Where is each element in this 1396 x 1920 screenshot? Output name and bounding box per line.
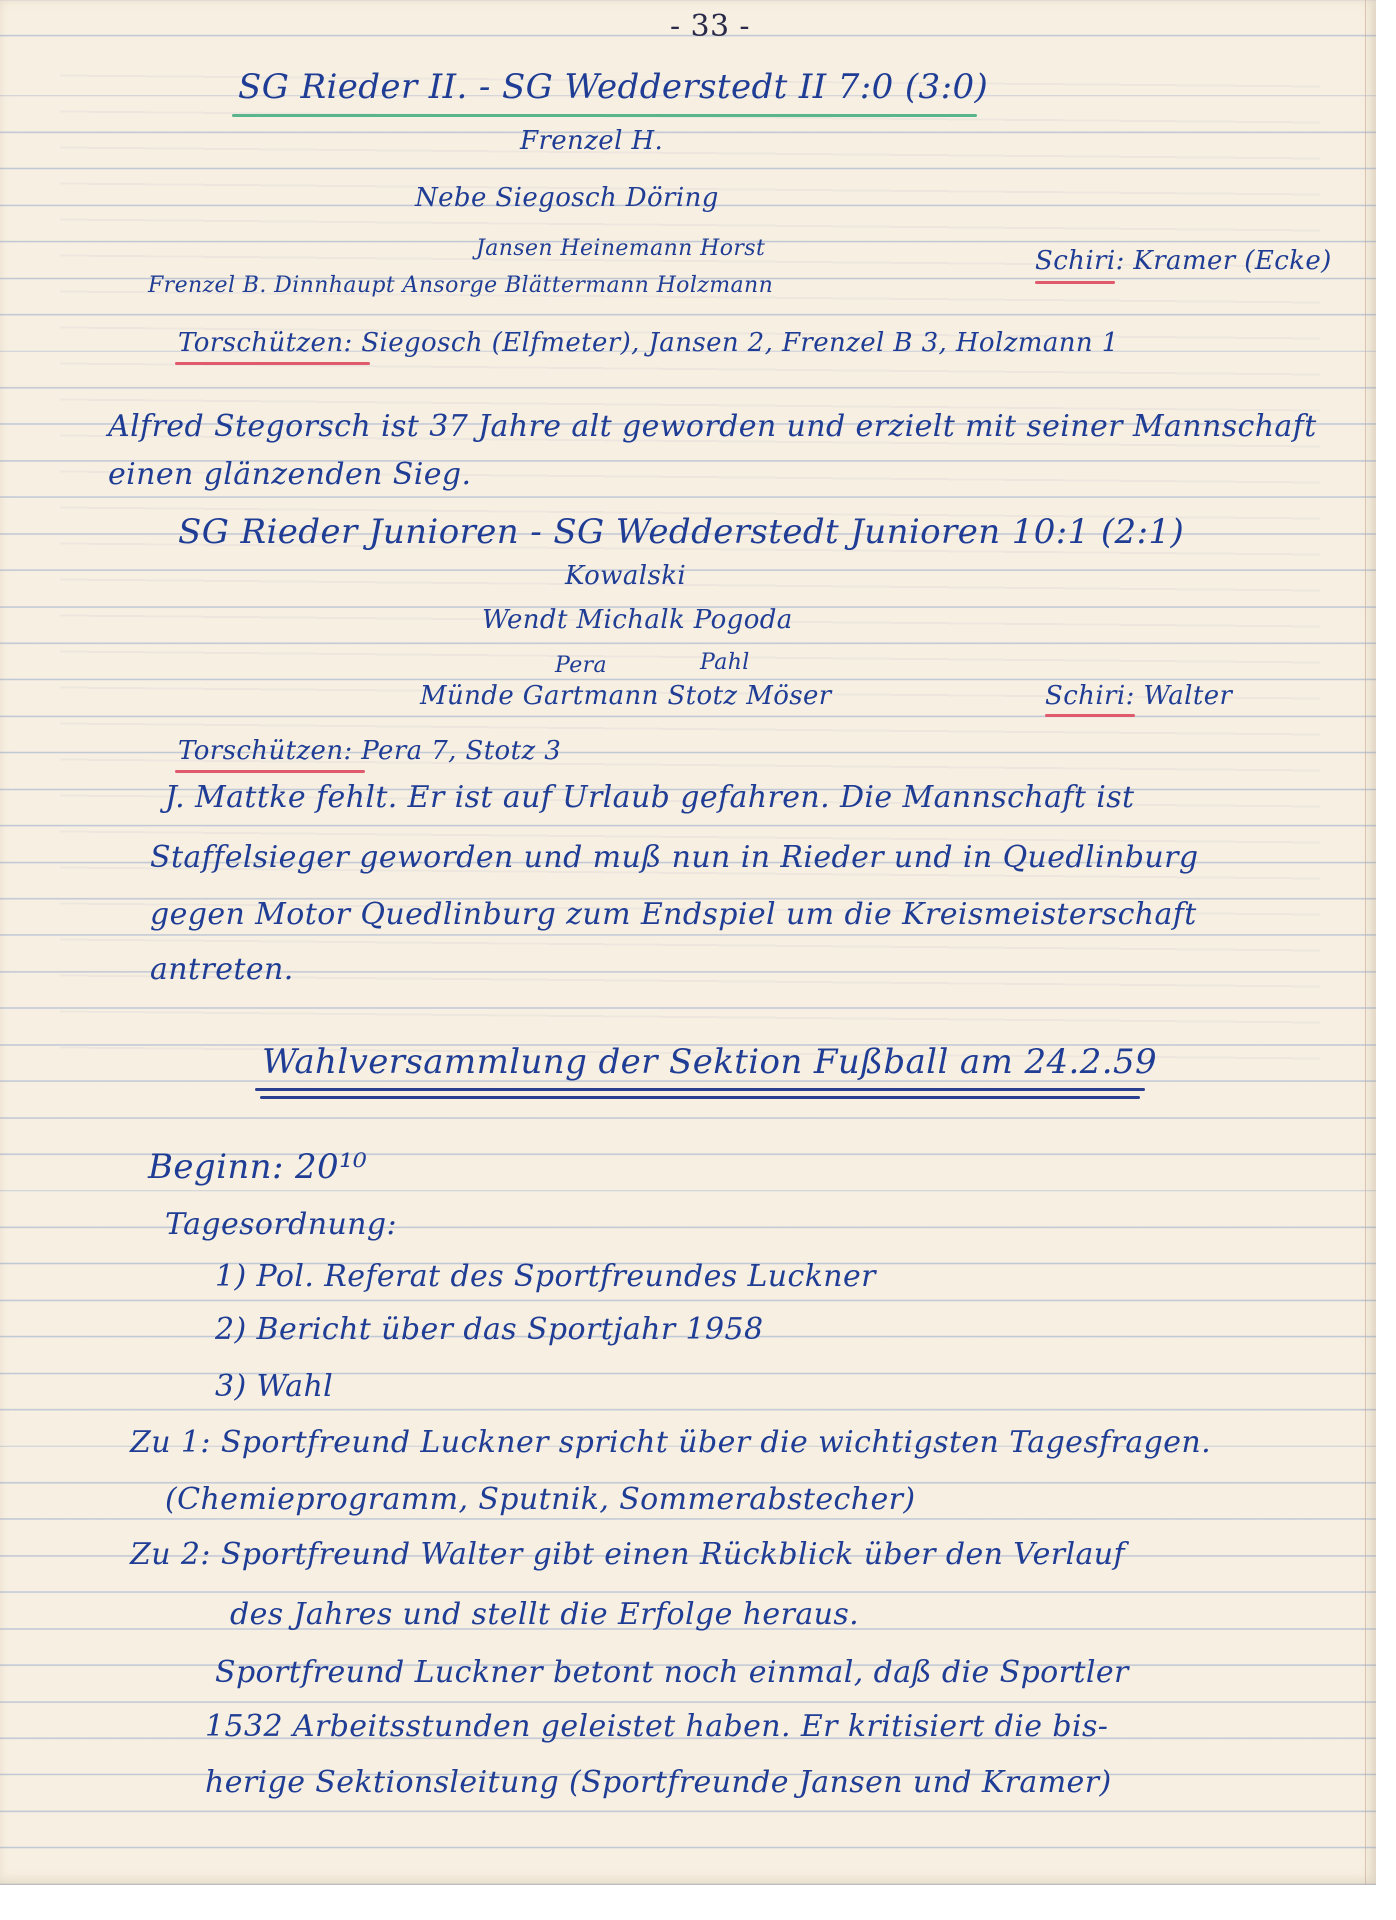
match1-referee: Schiri: Kramer (Ecke)	[1035, 246, 1332, 276]
agenda-item-3: 3) Wahl	[215, 1369, 334, 1404]
meeting-begin: Beginn: 20¹⁰	[148, 1147, 368, 1187]
match1-scorers: Torschützen: Siegosch (Elfmeter), Jansen 2, Frenzel B 3, Holzmann 1	[178, 328, 1119, 358]
match2-note-line2: Staffelsieger geworden und muß nun in Rieder und in Quedlinburg	[150, 840, 1199, 875]
agenda-item-1: 1) Pol. Referat des Sportfreundes Luckner	[215, 1259, 876, 1294]
match2-title: SG Rieder Junioren - SG Wedderstedt Junioren 10:1 (2:1)	[178, 512, 1185, 552]
match2-note-line1: J. Mattke fehlt. Er ist auf Urlaub gefahren. Die Mannschaft ist	[165, 780, 1135, 815]
item2-line4: 1532 Arbeitsstunden geleistet haben. Er kritisiert die bis-	[205, 1709, 1109, 1744]
match1-lineup-defense: Nebe Siegosch Döring	[415, 183, 719, 213]
match2-scorers: Torschützen: Pera 7, Stotz 3	[178, 736, 562, 766]
match2-lineup-forwards: Münde Gartmann Stotz Möser	[420, 681, 832, 711]
scorers-underline	[175, 362, 370, 365]
agenda-item-2: 2) Bericht über das Sportjahr 1958	[215, 1312, 764, 1347]
match1-title: SG Rieder II. - SG Wedderstedt II 7:0 (3:0)	[238, 67, 989, 107]
referee-underline	[1035, 281, 1115, 284]
match2-lineup-pera: Pera	[555, 653, 608, 678]
match1-note-line2: einen glänzenden Sieg.	[108, 457, 472, 492]
meeting-underline-1	[255, 1088, 1145, 1091]
item2-line3: Sportfreund Luckner betont noch einmal, daß die Sportler	[215, 1655, 1129, 1690]
page-edge-line	[1365, 0, 1366, 1885]
match2-lineup-pahl: Pahl	[700, 650, 750, 675]
match1-lineup-goalkeeper: Frenzel H.	[520, 126, 664, 156]
match2-lineup-defense: Wendt Michalk Pogoda	[482, 605, 793, 635]
scorers2-underline	[175, 770, 365, 773]
item2-line2: des Jahres und stellt die Erfolge heraus.	[230, 1597, 860, 1632]
match1-title-underline	[232, 114, 977, 117]
item1-line2: (Chemieprogramm, Sputnik, Sommerabstecher)	[165, 1482, 916, 1517]
agenda-label: Tagesordnung:	[165, 1207, 398, 1242]
match2-note-line4: antreten.	[150, 952, 294, 987]
match1-note-line1: Alfred Stegorsch ist 37 Jahre alt geworden und erzielt mit seiner Mannschaft	[108, 409, 1317, 444]
item2-line1: Zu 2: Sportfreund Walter gibt einen Rückblick über den Verlauf	[130, 1537, 1125, 1572]
match2-note-line3: gegen Motor Quedlinburg zum Endspiel um die Kreismeisterschaft	[150, 897, 1197, 932]
page-number: - 33 -	[670, 9, 750, 44]
match2-referee: Schiri: Walter	[1045, 681, 1233, 711]
item2-line5: herige Sektionsleitung (Sportfreunde Jansen und Kramer)	[205, 1765, 1112, 1800]
meeting-underline-2	[260, 1096, 1140, 1099]
match1-lineup-forwards: Frenzel B. Dinnhaupt Ansorge Blättermann Holzmann	[148, 273, 774, 298]
meeting-title: Wahlversammlung der Sektion Fußball am 24.2.59	[262, 1042, 1158, 1082]
item1-line1: Zu 1: Sportfreund Luckner spricht über die wichtigsten Tagesfragen.	[130, 1425, 1212, 1460]
referee2-underline	[1045, 714, 1135, 717]
match1-lineup-midfield: Jansen Heinemann Horst	[476, 236, 766, 261]
match2-lineup-goalkeeper: Kowalski	[565, 561, 687, 591]
